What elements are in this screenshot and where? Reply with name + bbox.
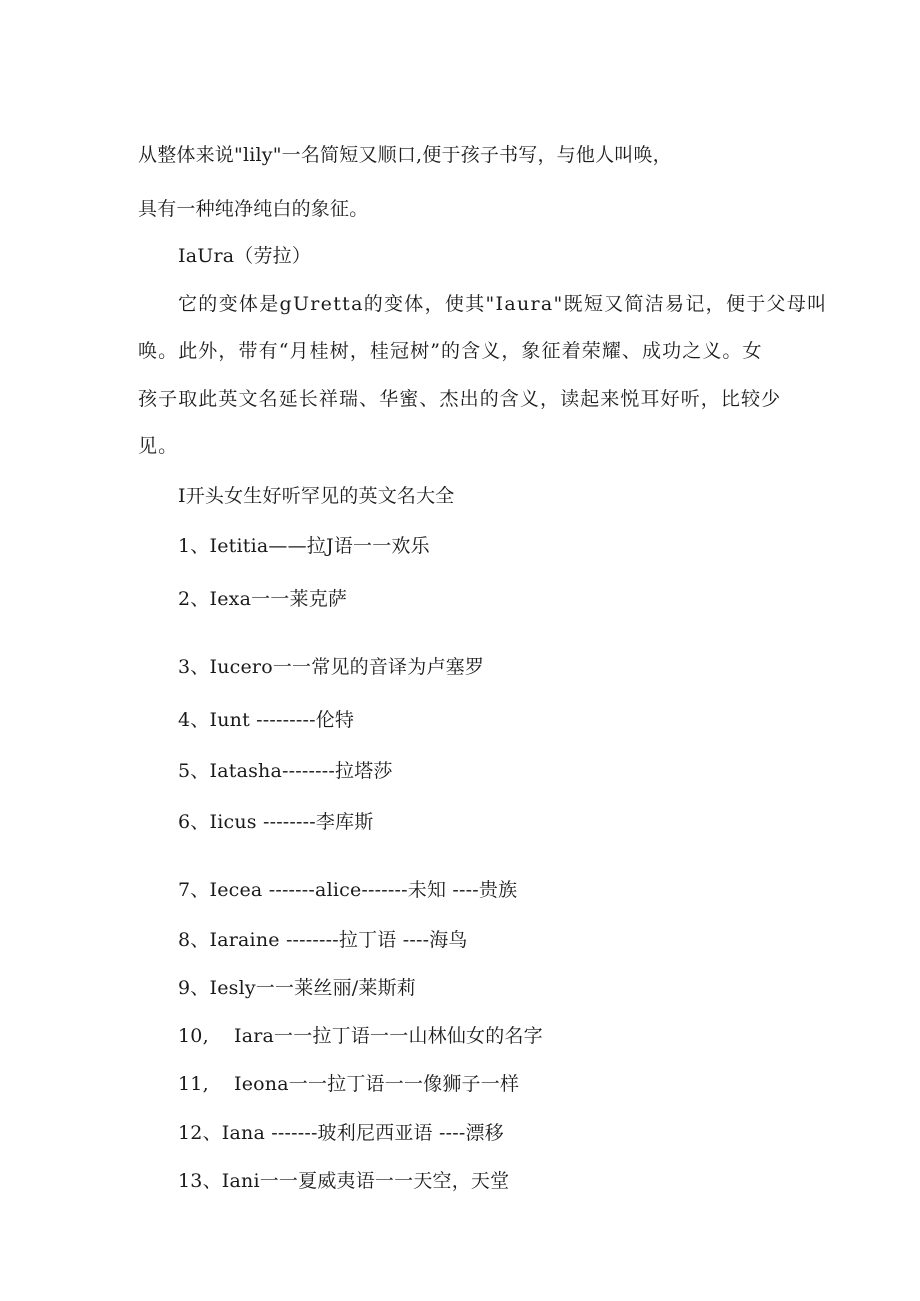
intro-line-1: 从整体来说"lily"一名简短又顺口,便于孩子书写，与他人叫唤， [138, 144, 672, 166]
list-item [178, 975, 416, 1001]
list-item [178, 1071, 519, 1097]
list-item [178, 1023, 543, 1049]
laura-heading: IaUra（劳拉） [178, 245, 312, 267]
list-item-text: Iecea -------alice-------未知 ----贵族 [209, 879, 518, 901]
list-item-text: Iana -------玻利尼西亚语 ----漂移 [221, 1122, 504, 1144]
list-item-text: Iunt ---------伦特 [209, 709, 355, 731]
list-item [178, 927, 468, 953]
list-item [178, 809, 374, 835]
list-item-number: 8、 [178, 929, 210, 951]
list-item-number: 9、 [178, 977, 210, 999]
list-item [178, 586, 347, 612]
list-item-text: Ieona一一拉丁语一一像狮子一样 [234, 1073, 520, 1095]
list-item-text: Iexa一一莱克萨 [209, 588, 348, 610]
list-item [178, 877, 517, 903]
list-item-number: 1、 [178, 535, 210, 557]
list-item [178, 533, 430, 559]
list-item-text: Iara一一拉丁语一一山林仙女的名字 [234, 1025, 543, 1047]
list-item-text: Iaraine --------拉丁语 ----海鸟 [209, 929, 468, 951]
list-item [178, 654, 484, 680]
list-item-number: 6、 [178, 811, 210, 833]
list-item-text: Ietitia——拉J语一一欢乐 [209, 535, 430, 557]
list-item-number: 5、 [178, 760, 210, 782]
intro-line-2: 具有一种纯净纯白的象征。 [138, 198, 369, 220]
list-item-number: 10, [178, 1025, 209, 1047]
list-item [178, 1168, 509, 1194]
laura-paragraph-line: 见。 [138, 435, 179, 457]
laura-paragraph-line: 它的变体是gUretta的变体，使其"Iaura"既短又简洁易记，便于父母叫 [178, 293, 828, 315]
list-heading: I开头女生好听罕见的英文名大全 [178, 485, 455, 507]
laura-paragraph-line: 唤。此外，带有“月桂树，桂冠树”的含义，象征着荣耀、成功之义。女 [138, 340, 763, 362]
list-item-text: Iani一一夏威夷语一一天空，天堂 [221, 1170, 510, 1192]
list-item [178, 1120, 504, 1146]
list-item [178, 707, 354, 733]
list-item-number: 3、 [178, 656, 210, 678]
list-item-number: 12、 [178, 1122, 222, 1144]
list-item-text: Iatasha--------拉塔莎 [209, 760, 393, 782]
list-item [178, 758, 393, 784]
list-item-number: 4、 [178, 709, 210, 731]
list-item-text: Iesly一一莱丝丽/莱斯莉 [209, 977, 417, 999]
list-item-number: 7、 [178, 879, 210, 901]
list-item-number: 11, [178, 1073, 209, 1095]
list-item-text: Iucero一一常见的音译为卢塞罗 [209, 656, 485, 678]
list-item-text: Iicus --------李库斯 [209, 811, 374, 833]
laura-paragraph-line: 孩子取此英文名延长祥瑞、华蜜、杰出的含义，读起来悦耳好听，比较少 [138, 388, 782, 410]
list-item-number: 13、 [178, 1170, 222, 1192]
list-item-number: 2、 [178, 588, 210, 610]
